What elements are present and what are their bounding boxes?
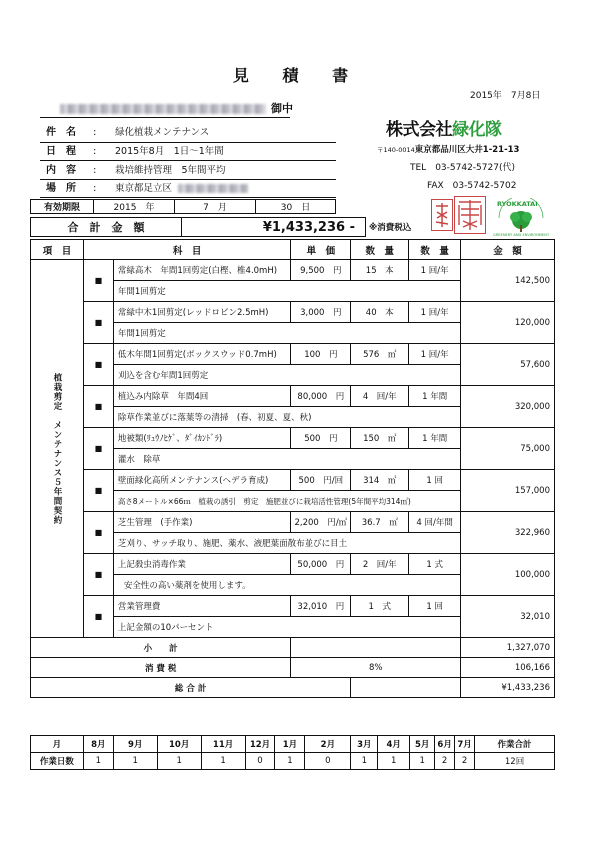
category-label: 植栽剪定 メンテナンス５年間契約: [52, 372, 63, 525]
schedule-total-value: 12回: [475, 753, 555, 770]
info-label-location: 場 所: [46, 183, 76, 194]
schedule-month: 4月: [378, 736, 410, 753]
row-qty1-unit: ㎡: [387, 350, 397, 360]
row-description: 年間1回剪定: [113, 323, 460, 344]
info-label-content: 内 容: [46, 165, 76, 176]
info-label-schedule: 日 程: [46, 146, 76, 157]
row-amount: 320,000: [461, 386, 555, 428]
row-price-unit: 円: [335, 602, 345, 612]
row-price: 500: [304, 434, 321, 444]
row-amount: 142,500: [461, 260, 555, 302]
header-item: 項 目: [31, 240, 84, 260]
row-qty1-unit: ㎡: [389, 518, 398, 528]
row-price: 32,010: [297, 602, 328, 612]
row-description: 芝刈り、サッチ取り、施肥、薬水、液肥葉面散布並びに目土: [113, 533, 460, 554]
info-value-content: 栽培維持管理 5年間平均: [115, 165, 226, 176]
row-qty1: 576: [363, 350, 380, 360]
info-colon: :: [93, 146, 97, 157]
row-price: 80,000: [297, 392, 328, 402]
schedule-month: 8月: [83, 736, 113, 753]
row-name: 常緑中木1回剪定(レッドロビン2.5mH): [113, 302, 291, 323]
row-mark: ■: [83, 260, 113, 302]
schedule-day: 1: [275, 753, 305, 770]
validity-box: [30, 199, 336, 214]
row-price-unit: 円: [328, 350, 338, 360]
row-qty2: 1: [420, 350, 427, 360]
header-quantity-1: 数 量: [351, 240, 409, 260]
issue-date: 2015年 7月8日: [470, 91, 541, 101]
row-price: 9,500: [300, 266, 325, 276]
row-qty2-unit: 回/年: [428, 266, 449, 276]
schedule-month: 5月: [410, 736, 435, 753]
validity-day: 30 日: [256, 200, 336, 214]
header-amount: 金 額: [461, 240, 555, 260]
row-mark: ■: [83, 512, 113, 554]
row-description: 灌水 除草: [113, 449, 460, 470]
total-box: [30, 217, 366, 237]
row-qty1: 1: [368, 602, 374, 612]
document-title: 見 積 書: [232, 66, 363, 85]
row-mark: ■: [83, 554, 113, 596]
tax-amount: 106,166: [461, 658, 555, 678]
schedule-month: 11月: [201, 736, 245, 753]
row-amount: 120,000: [461, 302, 555, 344]
row-name: 低木年間1回剪定(ボックスウッド0.7mH): [113, 344, 291, 365]
row-price: 100: [304, 350, 321, 360]
row-price-unit: 円/㎡: [327, 518, 348, 528]
schedule-month: 6月: [435, 736, 455, 753]
row-price: 50,000: [297, 560, 328, 570]
schedule-day: 0: [305, 753, 351, 770]
row-qty2-unit: 年間: [430, 434, 448, 444]
row-mark: ■: [83, 596, 113, 638]
row-qty2: 1: [420, 266, 427, 276]
company-logo: [491, 198, 551, 242]
logo-subtext: GREENERY AND ENVIRONMENT: [493, 233, 550, 237]
row-price-unit: 円: [335, 392, 345, 402]
row-qty2-unit: 回/年: [428, 350, 449, 360]
row-qty2-unit: 回: [434, 602, 443, 612]
tax-rate: 8%: [291, 658, 461, 678]
row-qty1-unit: 回/年: [376, 560, 397, 570]
row-name: 上記殺虫消毒作業: [113, 554, 291, 575]
row-qty1-unit: 本: [385, 308, 394, 318]
row-amount: 157,000: [461, 470, 555, 512]
schedule-day: 1: [351, 753, 378, 770]
schedule-day: 2: [435, 753, 455, 770]
validity-label: 有効期限: [31, 200, 94, 214]
total-label: 合 計 金 額: [31, 218, 182, 237]
schedule-month: 2月: [305, 736, 351, 753]
info-colon: :: [93, 165, 97, 176]
row-mark: ■: [83, 302, 113, 344]
row-qty1: 15: [365, 266, 377, 276]
row-qty2-unit: 回: [434, 476, 443, 486]
client-suffix: 御中: [271, 102, 293, 115]
location-redacted: [178, 184, 248, 193]
company-address: [377, 146, 519, 155]
schedule-table: [30, 735, 555, 770]
schedule-days-label: 作業日数: [31, 753, 84, 770]
schedule-month: 10月: [157, 736, 201, 753]
schedule-day: 1: [201, 753, 245, 770]
row-price-unit: 円: [332, 308, 342, 318]
info-colon: :: [93, 183, 97, 194]
row-description: 安全性の高い薬剤を使用します。: [113, 575, 460, 596]
row-amount: 322,960: [461, 512, 555, 554]
company-name: [386, 122, 502, 139]
schedule-month: 7月: [455, 736, 475, 753]
row-qty1: 36.7: [361, 518, 381, 528]
row-qty1: 40: [365, 308, 377, 318]
company-tel: TEL 03-5742-5727(代): [410, 163, 515, 173]
schedule-day: 1: [113, 753, 157, 770]
header-unit-price: 単 価: [291, 240, 351, 260]
estimate-table: [30, 239, 555, 698]
info-label-subject: 件 名: [46, 127, 76, 138]
row-qty1-unit: 回/年: [376, 392, 397, 402]
row-price-unit: 円: [328, 434, 338, 444]
schedule-month: 1月: [275, 736, 305, 753]
row-qty2: 4: [416, 518, 422, 528]
row-name: 常緑高木 年間1回剪定(白樫、椎4.0mH): [113, 260, 291, 281]
row-amount: 57,600: [461, 344, 555, 386]
row-mark: ■: [83, 428, 113, 470]
company-name-main: 緑化隊: [452, 120, 502, 140]
schedule-day: 0: [245, 753, 275, 770]
total-amount: ¥1,433,236 -: [182, 218, 366, 237]
row-qty1-unit: ㎡: [387, 476, 397, 486]
row-name: 植込み内除草 年間4回: [113, 386, 291, 407]
tax-label: 消 費 税: [31, 658, 291, 678]
row-qty1: 150: [363, 434, 380, 444]
row-qty2: 1: [420, 308, 427, 318]
row-mark: ■: [83, 386, 113, 428]
company-seal-large: [454, 196, 486, 234]
client-name-redacted: [60, 104, 266, 114]
row-qty1: 4: [362, 392, 369, 402]
row-description: 年間1回剪定: [113, 281, 460, 302]
row-qty2: 1: [426, 476, 432, 486]
schedule-day: 2: [455, 753, 475, 770]
row-amount: 32,010: [461, 596, 555, 638]
schedule-day: 1: [410, 753, 435, 770]
row-mark: ■: [83, 344, 113, 386]
schedule-total-label: 作業合計: [475, 736, 555, 753]
row-price: 500: [298, 476, 315, 486]
grand-total-amount: ¥1,433,236: [461, 678, 555, 698]
schedule-month: 12月: [245, 736, 275, 753]
schedule-month-label: 月: [31, 736, 84, 753]
company-name-prefix: 株式会社: [386, 120, 452, 140]
row-amount: 100,000: [461, 554, 555, 596]
info-value-location: 東京都足立区: [115, 183, 173, 194]
info-value-subject: 緑化植栽メンテナンス: [115, 127, 210, 138]
row-mark: ■: [83, 470, 113, 512]
row-qty2-unit: 回/年: [428, 308, 449, 318]
row-price: 3,000: [300, 308, 325, 318]
company-street: 東京都品川区大井1-21-13: [414, 145, 520, 155]
schedule-day: 1: [83, 753, 113, 770]
row-qty1: 2: [362, 560, 369, 570]
row-amount: 75,000: [461, 428, 555, 470]
category-cell: [31, 260, 84, 638]
row-price-unit: 円: [332, 266, 342, 276]
row-qty2: 1: [426, 602, 432, 612]
schedule-day: 1: [157, 753, 201, 770]
row-qty2: 1: [426, 560, 432, 570]
row-price-unit: 円/回: [323, 476, 344, 486]
subtotal-label: 小 計: [31, 638, 291, 658]
row-qty1-unit: 式: [382, 602, 391, 612]
header-quantity-2: 数 量: [409, 240, 461, 260]
info-colon: :: [93, 127, 97, 138]
validity-year: 2015 年: [94, 200, 175, 214]
row-price-unit: 円: [335, 560, 345, 570]
row-qty2: 1: [422, 434, 428, 444]
row-name: 壁面緑化高所メンテナンス(ヘデラ育成): [113, 470, 291, 491]
schedule-month: 9月: [113, 736, 157, 753]
row-qty2: 1: [422, 392, 428, 402]
schedule-day: 1: [378, 753, 410, 770]
row-qty2-unit: 回/年間: [424, 518, 453, 528]
row-description: 高さ8メートル×66ｍ 植栽の誘引 剪定 施肥並びに栽培活性管理(5年間平均314㎡): [113, 491, 460, 512]
row-description: 刈込を含む年間1回剪定: [113, 365, 460, 386]
header-subject: 科 目: [83, 240, 290, 260]
row-name: 地被類(ﾘｭｳﾉﾋｹﾞ、ﾀﾞｲｶﾝﾄﾞﾗ): [113, 428, 291, 449]
row-description: 除草作業並びに落葉等の清掃 (春、初夏、夏、秋): [113, 407, 460, 428]
row-description: 上記金額の10パーセント: [113, 617, 460, 638]
info-value-schedule: 2015年8月 1日～1年間: [115, 146, 224, 157]
company-seal-small: [431, 199, 453, 231]
row-price: 2,200: [294, 518, 319, 528]
row-qty1-unit: 本: [385, 266, 394, 276]
schedule-month: 3月: [351, 736, 378, 753]
row-name: 芝生管理 (手作業): [113, 512, 291, 533]
row-qty1-unit: ㎡: [387, 434, 397, 444]
grand-total-label: 総 合 計: [31, 678, 351, 698]
row-qty1: 314: [363, 476, 380, 486]
row-qty2-unit: 式: [434, 560, 443, 570]
logo-text: RYOKKATAI: [497, 200, 538, 208]
company-postal: 〒140-0014: [377, 146, 415, 154]
row-name: 営業管理費: [113, 596, 291, 617]
row-qty2-unit: 年間: [430, 392, 448, 402]
subtotal-amount: 1,327,070: [461, 638, 555, 658]
validity-month: 7 月: [175, 200, 256, 214]
company-fax: FAX 03-5742-5702: [427, 181, 517, 191]
tax-included-note: ※消費税込: [369, 223, 412, 233]
